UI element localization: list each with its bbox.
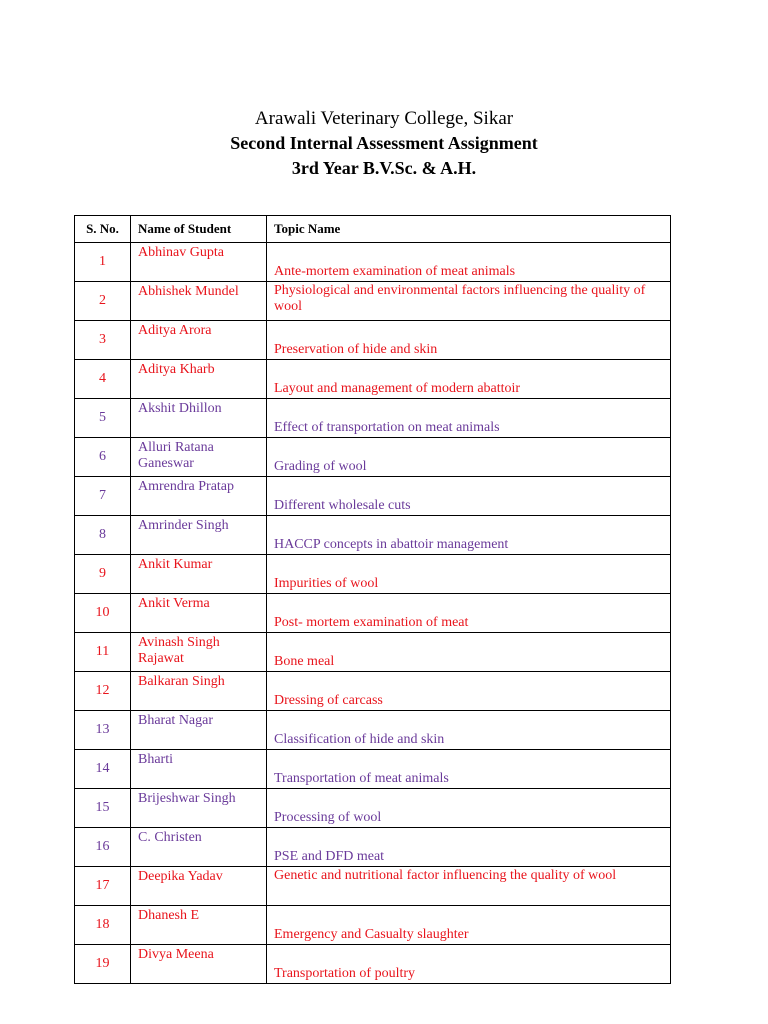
student-name-cell: Avinash Singh Rajawat: [131, 633, 267, 672]
table-row: [75, 594, 671, 633]
student-name-cell: Deepika Yadav: [131, 867, 267, 906]
table-row: [75, 945, 671, 984]
student-name-cell: Ankit Kumar: [131, 555, 267, 594]
topic-name-cell: Genetic and nutritional factor influencing the quality of wool: [267, 867, 671, 906]
serial-number-cell: 6: [75, 438, 131, 477]
table-row: [75, 672, 671, 711]
header-topic-name: Topic Name: [267, 216, 671, 243]
student-name-cell: Divya Meena: [131, 945, 267, 984]
topic-name-cell: Emergency and Casualty slaughter: [267, 906, 671, 945]
topic-name-cell: Different wholesale cuts: [267, 477, 671, 516]
table-row: [75, 243, 671, 282]
year-title: 3rd Year B.V.Sc. & A.H.: [291, 158, 477, 178]
topic-name-cell: Grading of wool: [267, 438, 671, 477]
student-name-cell: Dhanesh E: [131, 906, 267, 945]
student-name-cell: Amrendra Pratap: [131, 477, 267, 516]
student-name-cell: Bharti: [131, 750, 267, 789]
serial-number-cell: 13: [75, 711, 131, 750]
header-serial-number: S. No.: [75, 216, 131, 243]
table-row: [75, 750, 671, 789]
assignment-table: [74, 215, 671, 984]
topic-name-cell: Impurities of wool: [267, 555, 671, 594]
table-body: [75, 243, 671, 984]
table-row: [75, 789, 671, 828]
topic-name-cell: HACCP concepts in abattoir management: [267, 516, 671, 555]
table-row: [75, 867, 671, 906]
topic-name-cell: Classification of hide and skin: [267, 711, 671, 750]
table-row: [75, 282, 671, 321]
student-name-cell: Amrinder Singh: [131, 516, 267, 555]
serial-number-cell: 9: [75, 555, 131, 594]
student-name-cell: C. Christen: [131, 828, 267, 867]
student-name-cell: Abhishek Mundel: [131, 282, 267, 321]
table-row: [75, 360, 671, 399]
serial-number-cell: 16: [75, 828, 131, 867]
serial-number-cell: 19: [75, 945, 131, 984]
serial-number-cell: 8: [75, 516, 131, 555]
student-name-cell: Akshit Dhillon: [131, 399, 267, 438]
student-name-cell: Aditya Kharb: [131, 360, 267, 399]
table-header-row: [75, 216, 671, 243]
topic-name-cell: Layout and management of modern abattoir: [267, 360, 671, 399]
topic-name-cell: Ante-mortem examination of meat animals: [267, 243, 671, 282]
assignment-title: Second Internal Assessment Assignment: [230, 133, 538, 153]
table-row: [75, 321, 671, 360]
table-row: [75, 438, 671, 477]
topic-name-cell: Bone meal: [267, 633, 671, 672]
serial-number-cell: 5: [75, 399, 131, 438]
topic-name-cell: Post- mortem examination of meat: [267, 594, 671, 633]
serial-number-cell: 11: [75, 633, 131, 672]
serial-number-cell: 14: [75, 750, 131, 789]
table-row: [75, 399, 671, 438]
header-student-name: Name of Student: [131, 216, 267, 243]
student-name-cell: Brijeshwar Singh: [131, 789, 267, 828]
student-name-cell: Balkaran Singh: [131, 672, 267, 711]
topic-name-cell: Effect of transportation on meat animals: [267, 399, 671, 438]
topic-name-cell: PSE and DFD meat: [267, 828, 671, 867]
table-row: [75, 477, 671, 516]
serial-number-cell: 4: [75, 360, 131, 399]
student-name-cell: Abhinav Gupta: [131, 243, 267, 282]
topic-name-cell: Transportation of meat animals: [267, 750, 671, 789]
serial-number-cell: 10: [75, 594, 131, 633]
serial-number-cell: 1: [75, 243, 131, 282]
serial-number-cell: 7: [75, 477, 131, 516]
table-row: [75, 633, 671, 672]
student-name-cell: Alluri Ratana Ganeswar: [131, 438, 267, 477]
topic-name-cell: Transportation of poultry: [267, 945, 671, 984]
table-row: [75, 516, 671, 555]
table-row: [75, 906, 671, 945]
table-row: [75, 555, 671, 594]
serial-number-cell: 12: [75, 672, 131, 711]
serial-number-cell: 2: [75, 282, 131, 321]
student-name-cell: Aditya Arora: [131, 321, 267, 360]
table-row: [75, 711, 671, 750]
document-heading: [0, 106, 768, 181]
topic-name-cell: Physiological and environmental factors influencing the quality of wool: [267, 282, 671, 321]
college-name: Arawali Veterinary College, Sikar: [254, 108, 514, 129]
serial-number-cell: 15: [75, 789, 131, 828]
serial-number-cell: 18: [75, 906, 131, 945]
topic-name-cell: Processing of wool: [267, 789, 671, 828]
topic-name-cell: Preservation of hide and skin: [267, 321, 671, 360]
table-row: [75, 828, 671, 867]
serial-number-cell: 3: [75, 321, 131, 360]
topic-name-cell: Dressing of carcass: [267, 672, 671, 711]
student-name-cell: Bharat Nagar: [131, 711, 267, 750]
student-name-cell: Ankit Verma: [131, 594, 267, 633]
serial-number-cell: 17: [75, 867, 131, 906]
